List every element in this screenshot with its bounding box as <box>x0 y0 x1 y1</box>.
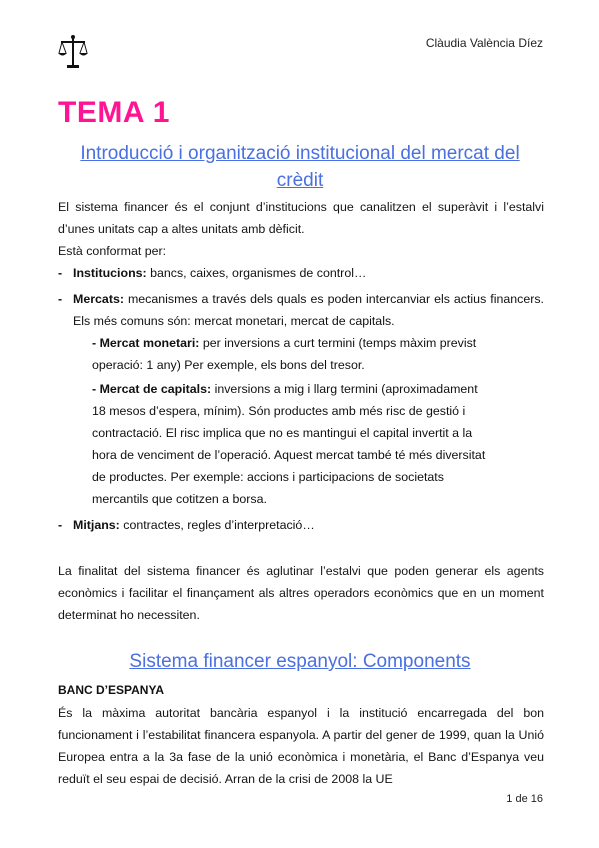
sub-item-monetary-market <box>92 332 492 376</box>
sub-item-capital-market <box>92 378 492 510</box>
section-title: Sistema financer espanyol: Components <box>129 651 471 672</box>
subtitle-line-1: Introducció i organització institucional del mercat del <box>80 143 520 164</box>
author-name: Clàudia València Díez <box>425 36 543 50</box>
bullet-label: Mercats: <box>73 292 124 306</box>
subtitle-line-2: crèdit <box>276 170 324 191</box>
purpose-paragraph: La finalitat del sistema financer és aglutinar l’estalvi que poden generar els agents econòmics i facilitar el finançament als altres operadors econòmics que en un moment determinat ho necessiten. <box>58 564 544 622</box>
intro-paragraph: El sistema financer és el conjunt d’institucions que canalitzen el superàvit i l’estalvi d’unes unitats cap a altes unitats amb dèficit. <box>58 200 544 236</box>
bullet-dash: - <box>58 266 63 280</box>
bullet-label: Mitjans: <box>73 518 120 532</box>
bank-paragraph: És la màxima autoritat bancària espanyol i la institució encarregada del bon funcionament i l’estabilitat financera espanyola. A partir del gener de 1999, quan la Unió Europea entra a la 3a fase de la unió econòmica i monetària, el Banc d’Espanya veu reduït el seu espai de decisió. Arran de la crisi de 2008 la UE <box>58 706 544 786</box>
bullet-text: bancs, caixes, organismes de control… <box>146 266 367 280</box>
bullet-dash: - <box>58 518 63 532</box>
page-subtitle <box>58 140 542 194</box>
page-title: TEMA 1 <box>58 96 170 129</box>
composed-by-label: Està conformat per: <box>58 244 167 258</box>
sub-item-text: per inversions a curt termini (temps màxim previst operació: 1 any) Per exemple, els bons del tresor. <box>92 336 477 372</box>
sub-item-label: - Mercat de capitals: <box>92 382 212 396</box>
bullet-dash: - <box>58 292 63 306</box>
bullet-text: mecanismes a través dels quals es poden intercanviar els actius financers. Els més comuns són: mercat monetari, mercat de capitals. <box>73 292 544 328</box>
page-number: 1 de 16 <box>506 793 543 805</box>
sub-item-label: - Mercat monetari: <box>92 336 200 350</box>
scales-of-justice-icon <box>58 34 88 70</box>
bank-heading: BANC D’ESPANYA <box>58 683 165 697</box>
bullet-text: contractes, regles d’interpretació… <box>119 518 315 532</box>
bullet-label: Institucions: <box>73 266 147 280</box>
sub-item-text: inversions a mig i llarg termini (aproximadament 18 mesos d’espera, mínim). Són productes amb més risc de gestió i contractació. El risc implica que no es mantingui el capital invertit a la hora de venciment de l’operació. Aquest mercat també té més diversitat de productes. Per exemple: accions i participacions de societats mercantils que cotitzen a borsa. <box>92 382 486 506</box>
